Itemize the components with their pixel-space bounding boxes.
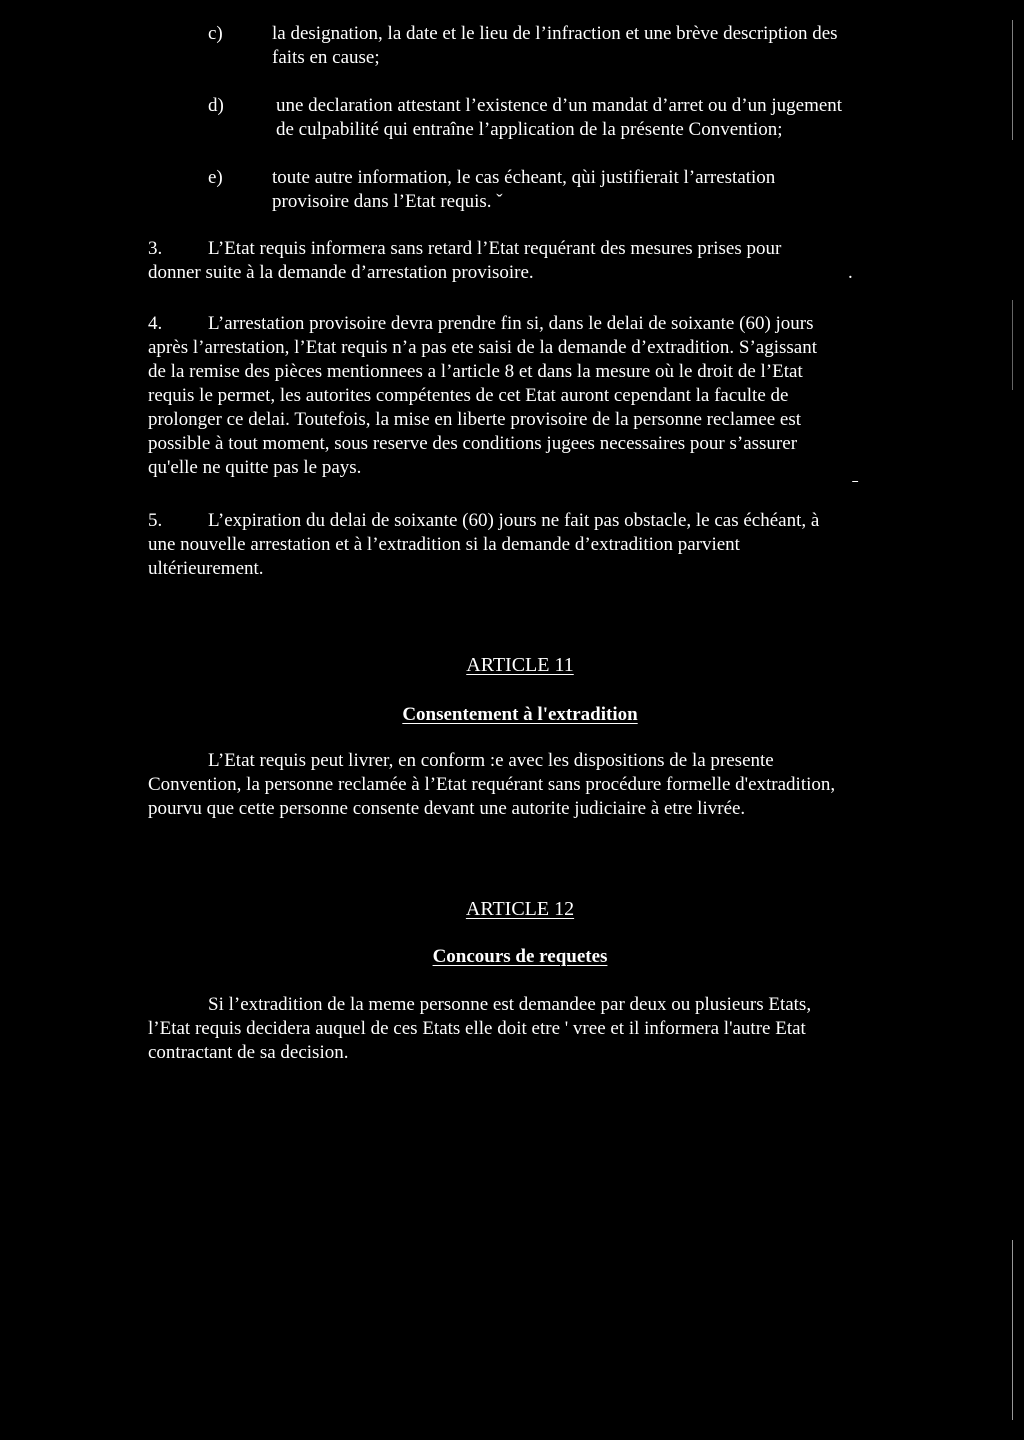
paragraph-5 xyxy=(148,509,878,581)
margin-mark: . xyxy=(848,262,853,283)
text-line: 5. L’expiration du delai de soixante (60) jours ne fait pas obstacle, le cas échéant, à xyxy=(148,510,820,531)
text-line: de la remise des pièces mentionnees a l’article 8 et dans la mesure où le droit de l’Etat xyxy=(148,361,803,382)
text-line: ultérieurement. xyxy=(148,558,264,579)
item-label-d: d) xyxy=(208,95,224,116)
text-line: après l’arrestation, l’Etat requis n’a pas ete saisi de la demande d’extradition. S’agissant xyxy=(148,337,817,358)
text-line: Convention, la personne reclamée à l’Etat requérant sans procédure formelle d'extradition, xyxy=(148,774,836,795)
text-line: prolonger ce delai. Toutefois, la mise en liberte provisoire de la personne reclamee est xyxy=(148,409,802,430)
text-line: l’Etat requis decidera auquel de ces Etats elle doit etre ' vree et il informera l'autre Etat xyxy=(148,1018,806,1039)
item-text-d xyxy=(276,94,896,142)
text-line: requis le permet, les autorites compétentes de cet Etat auront cependant la faculte de xyxy=(148,385,789,406)
article-12-body xyxy=(148,993,908,1065)
text-line: L’Etat requis peut livrer, en conform :e avec les dispositions de la presente xyxy=(208,750,774,771)
text-line: 4. L’arrestation provisoire devra prendre fin si, dans le delai de soixante (60) jours xyxy=(148,313,814,334)
text-line: de culpabilité qui entraîne l’application de la présente Convention; xyxy=(276,119,783,140)
scan-edge-line xyxy=(1012,300,1013,390)
margin-mark: ˗ xyxy=(852,469,859,490)
paragraph-number: 5. xyxy=(148,510,163,531)
paragraph-3 xyxy=(148,237,878,285)
paragraph-4 xyxy=(148,312,878,480)
text-line: la designation, la date et le lieu de l’infraction et une brève description des xyxy=(272,23,838,44)
paragraph-number: 4. xyxy=(148,313,163,334)
article-12-title: ARTICLE 12 xyxy=(465,898,575,920)
text-line: Si l’extradition de la meme personne est demandee par deux ou plusieurs Etats, xyxy=(208,994,812,1015)
article-11-body xyxy=(148,749,908,821)
text-line: toute autre information, le cas écheant, qùi justifierait l’arrestation xyxy=(272,167,776,188)
paragraph-number: 3. xyxy=(148,238,163,259)
text-line: une declaration attestant l’existence d’un mandat d’arret ou d’un jugement xyxy=(276,95,843,116)
item-text-c xyxy=(272,22,892,70)
text-line: pourvu que cette personne consente devant une autorite judiciaire à etre livrée. xyxy=(148,798,746,819)
text-line: possible à tout moment, sous reserve des conditions jugees necessaires pour s’assurer xyxy=(148,433,798,454)
article-12-subtitle: Concours de requetes xyxy=(432,946,608,967)
article-11-subtitle: Consentement à l'extradition xyxy=(402,704,638,725)
item-label-e: e) xyxy=(208,167,223,188)
text-line: provisoire dans l’Etat requis. ˇ xyxy=(272,191,503,212)
scan-edge-line xyxy=(1012,20,1013,140)
text-line: 3. L’Etat requis informera sans retard l’Etat requérant des mesures prises pour xyxy=(148,238,782,259)
item-label-c: c) xyxy=(208,23,223,44)
text-line: qu'elle ne quitte pas le pays. xyxy=(148,457,362,478)
text-line: une nouvelle arrestation et à l’extradition si la demande d’extradition parvient xyxy=(148,534,740,555)
scan-edge-line xyxy=(1012,1240,1013,1420)
text-line: donner suite à la demande d’arrestation provisoire. xyxy=(148,262,534,283)
text-line: contractant de sa decision. xyxy=(148,1042,349,1063)
item-text-e xyxy=(272,166,892,214)
article-11-title: ARTICLE 11 xyxy=(466,654,574,676)
text-line: faits en cause; xyxy=(272,47,380,68)
